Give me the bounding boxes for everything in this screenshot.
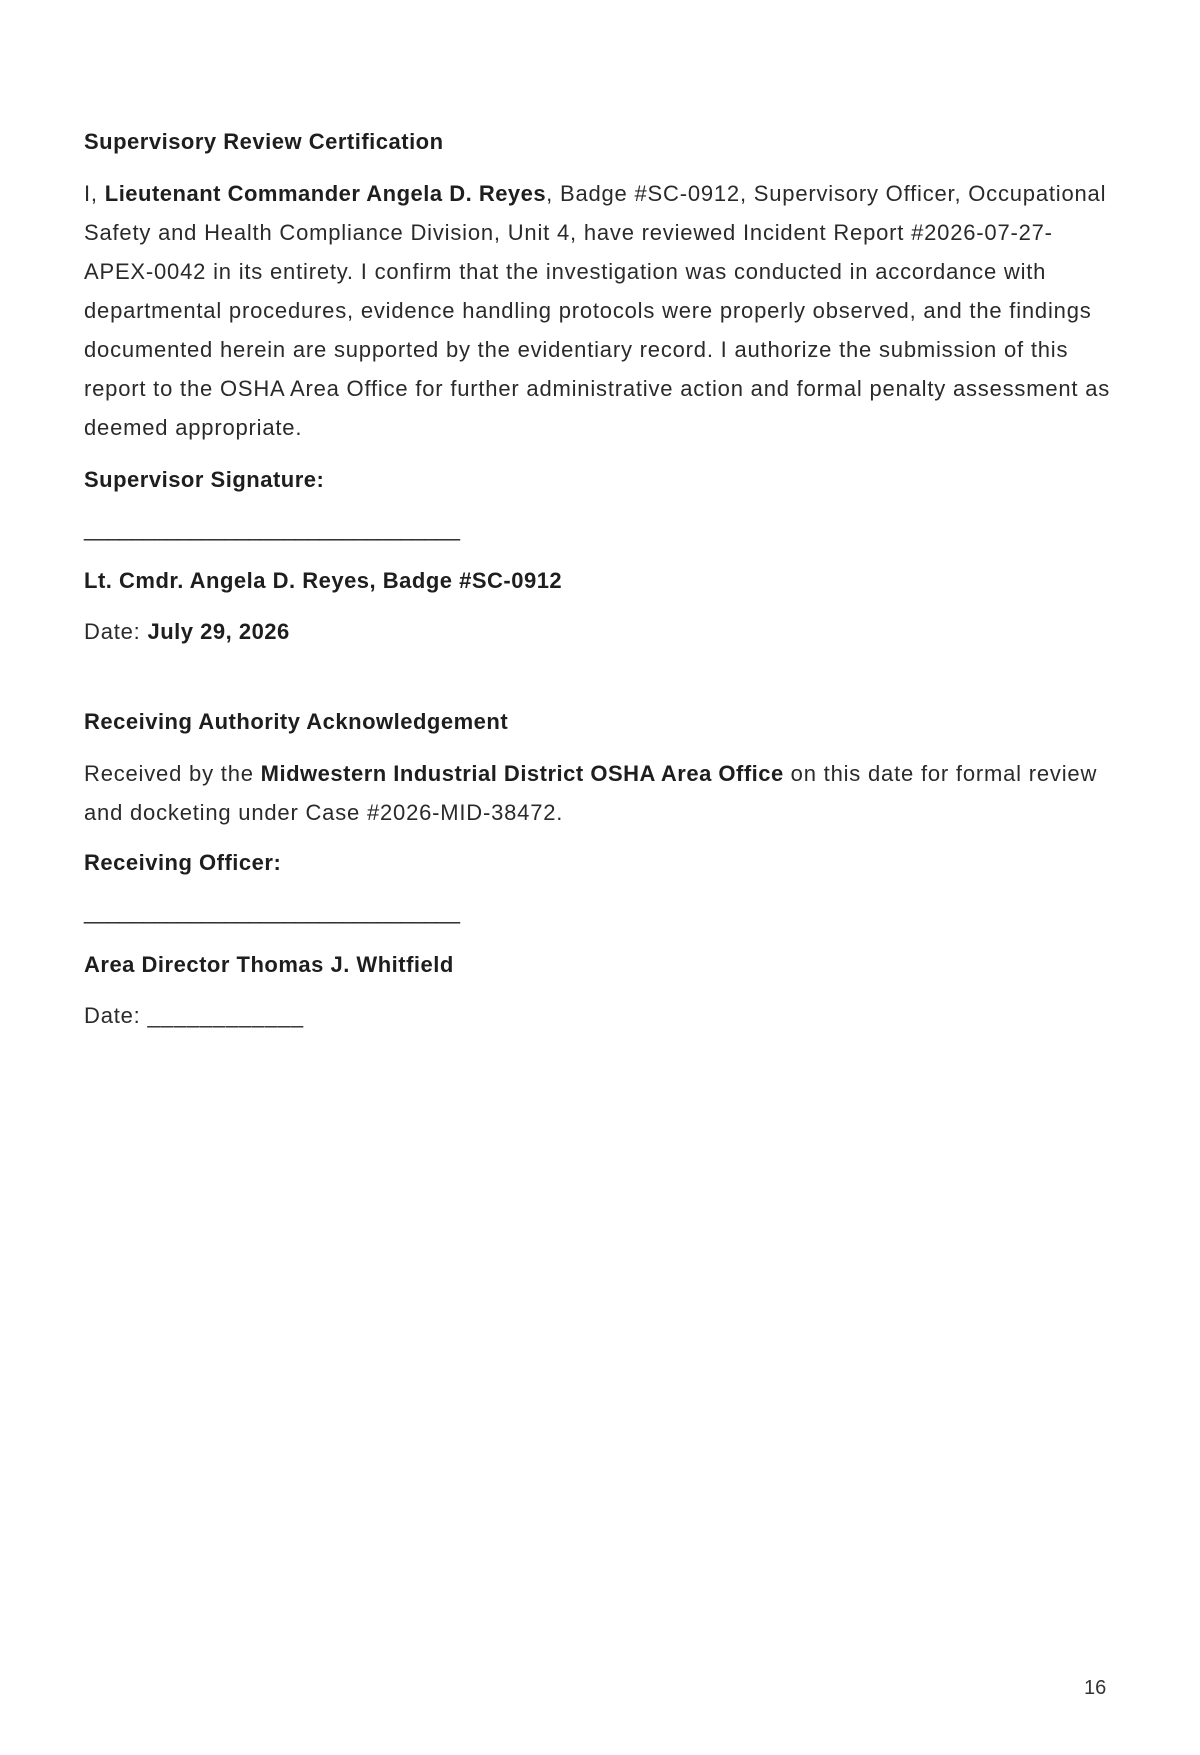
supervisory-certification-paragraph — [84, 174, 1116, 447]
supervisor-date-label: Date: — [84, 619, 148, 644]
receiving-signer-name: Area Director Thomas J. Whitfield — [84, 952, 454, 977]
receiving-signature-line: ________________________________ — [84, 899, 460, 924]
receiving-office-name: Midwestern Industrial District OSHA Area Office — [260, 761, 784, 786]
receiving-acknowledgement-paragraph — [84, 754, 1116, 832]
receiving-date-label: Date: — [84, 1003, 148, 1028]
supervisor-date-value: July 29, 2026 — [147, 619, 290, 644]
receiving-authority-heading: Receiving Authority Acknowledgement — [84, 709, 509, 734]
supervisor-signer-name: Lt. Cmdr. Angela D. Reyes, Badge #SC-0912 — [84, 568, 563, 593]
paragraph-body: , Badge #SC-0912, Supervisory Officer, Occupational Safety and Health Compliance Division, Unit 4, have reviewed Incident Report #2026-07-27-APEX-0042 in its entirety. I confirm that the investigation was conducted in accordance with departmental procedures, evidence handling protocols were properly observed, and the findings documented herein are supported by the evidentiary record. I authorize the submission of this report to the OSHA Area Office for further administrative action and formal penalty assessment as deemed appropriate. — [84, 181, 1111, 440]
supervisor-signature-label: Supervisor Signature: — [84, 467, 325, 492]
certifying-officer-name: Lieutenant Commander Angela D. Reyes — [104, 181, 547, 206]
receiving-officer-label: Receiving Officer: — [84, 850, 282, 875]
document-page — [84, 0, 1116, 1755]
supervisory-review-heading: Supervisory Review Certification — [84, 129, 444, 154]
supervisor-date — [84, 619, 290, 645]
paragraph-prefix: I, — [84, 181, 105, 206]
receiving-date-blank: ____________ — [147, 1003, 304, 1028]
paragraph-body: on this date for formal review and docketing under Case #2026-MID-38472. — [84, 761, 1098, 825]
paragraph-prefix: Received by the — [84, 761, 261, 786]
page-number: 16 — [1084, 1677, 1107, 1699]
supervisor-signature-line: ________________________________ — [84, 516, 460, 541]
receiving-date — [84, 1003, 304, 1029]
